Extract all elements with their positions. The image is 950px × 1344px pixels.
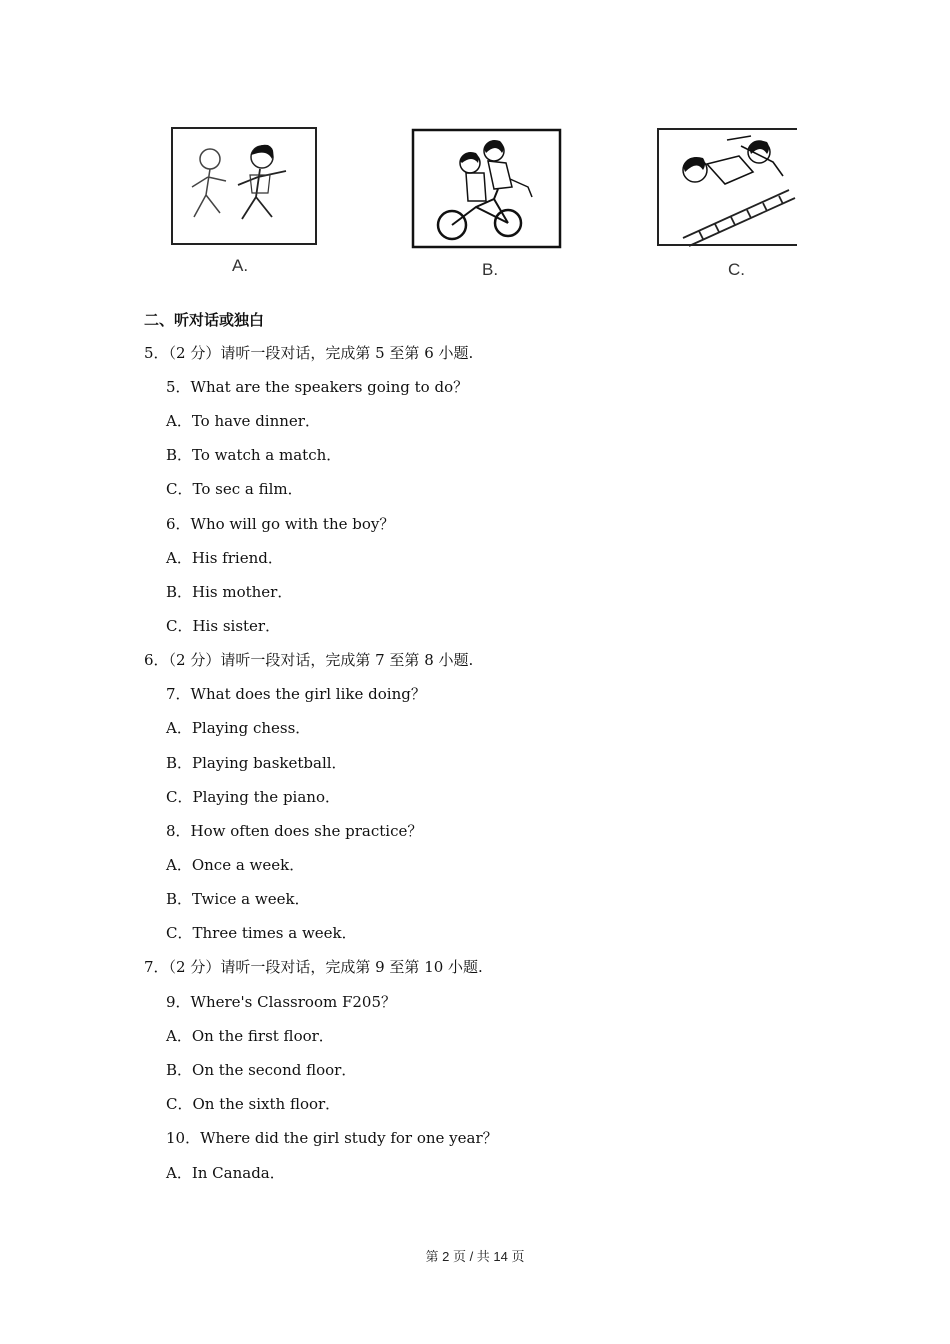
option-7b: B．Playing basketball． <box>166 754 347 772</box>
picture-c <box>655 126 799 250</box>
picture-c-label: C. <box>728 260 745 279</box>
option-8c: C．Three times a week． <box>166 924 357 942</box>
question-8: 8．How often does she practice？ <box>166 822 423 840</box>
option-5b: B．To watch a match． <box>166 446 342 464</box>
option-7a: A．Playing chess． <box>166 719 311 737</box>
option-8b: B．Twice a week． <box>166 890 310 908</box>
page-footer: 第 2 页 / 共 14 页 <box>425 1249 525 1264</box>
option-6b: B．His mother． <box>166 583 293 601</box>
option-10a: A．In Canada． <box>166 1164 285 1182</box>
question-group-6: 6．（2 分）请听一段对话，完成第 7 至第 8 小题. <box>144 651 474 669</box>
picture-b <box>410 127 564 251</box>
question-group-5: 5．（2 分）请听一段对话，完成第 5 至第 6 小题. <box>144 344 474 362</box>
option-8a: A．Once a week． <box>166 856 305 874</box>
option-9c: C．On the sixth floor． <box>166 1095 341 1113</box>
two-kids-running-icon <box>168 125 320 247</box>
option-6c: C．His sister． <box>166 617 281 635</box>
question-6: 6．Who will go with the boy？ <box>166 515 395 533</box>
question-10: 10．Where did the girl study for one year？ <box>166 1129 498 1147</box>
option-6a: A．His friend． <box>166 549 283 567</box>
kids-on-bicycle-icon <box>410 127 564 251</box>
question-5: 5．What are the speakers going to do？ <box>166 378 469 396</box>
option-9b: B．On the second floor． <box>166 1061 357 1079</box>
option-7c: C．Playing the piano． <box>166 788 340 806</box>
question-9: 9．Where's Classroom F205？ <box>166 993 397 1011</box>
section-title: 二、听对话或独白 <box>144 311 265 329</box>
picture-b-label: B. <box>482 260 499 279</box>
option-5c: C．To sec a film． <box>166 480 303 498</box>
question-group-7: 7．（2 分）请听一段对话，完成第 9 至第 10 小题. <box>144 958 483 976</box>
option-5a: A．To have dinner． <box>166 412 320 430</box>
question-7: 7．What does the girl like doing？ <box>166 685 426 703</box>
picture-a <box>168 125 320 247</box>
kids-climbing-ladder-icon <box>655 126 799 250</box>
option-9a: A．On the first floor． <box>166 1027 334 1045</box>
picture-a-label: A. <box>232 256 249 275</box>
